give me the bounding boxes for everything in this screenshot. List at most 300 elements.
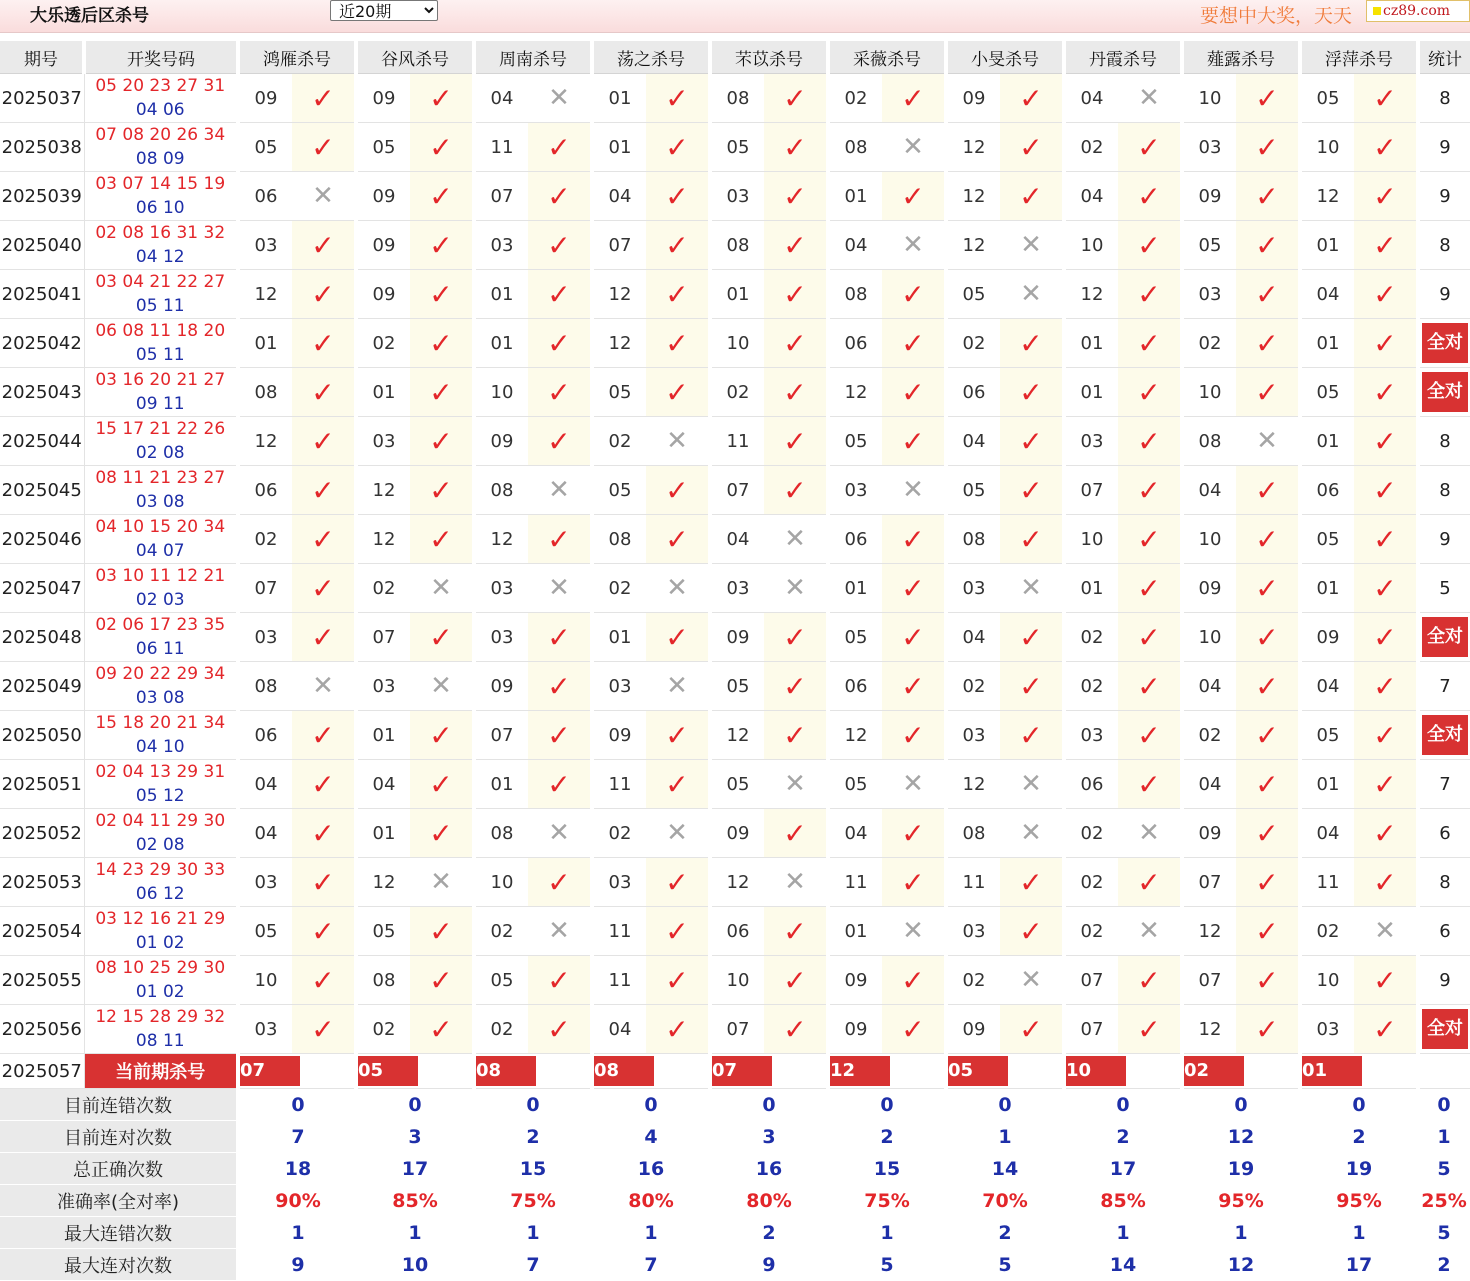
stat-cell: 6 [1418, 907, 1470, 956]
check-icon: ✓ [783, 277, 807, 311]
result-mark [1000, 1005, 1064, 1054]
kill-number: 04 [592, 1005, 646, 1054]
check-icon: ✓ [1255, 571, 1279, 605]
kill-number: 05 [1300, 368, 1354, 417]
check-icon: ✓ [665, 620, 689, 654]
front-numbers: 08 10 25 29 30 [95, 958, 226, 978]
back-numbers: 01 02 [135, 933, 185, 953]
summary-value: 5 [946, 1249, 1064, 1281]
kill-number: 09 [828, 1005, 882, 1054]
check-icon: ✓ [547, 718, 571, 752]
result-mark [1236, 711, 1300, 760]
draw-numbers [84, 956, 238, 1005]
result-mark [882, 613, 946, 662]
check-icon: ✓ [1137, 963, 1161, 997]
kill-number: 10 [710, 319, 764, 368]
result-mark [882, 74, 946, 123]
check-icon: ✓ [311, 963, 335, 997]
kill-number: 03 [592, 858, 646, 907]
kill-number: 04 [474, 74, 528, 123]
check-icon: ✓ [901, 718, 925, 752]
result-mark [646, 858, 710, 907]
cross-icon: ✕ [1020, 965, 1042, 995]
check-icon: ✓ [311, 228, 335, 262]
current-issue-number: 2025057 [0, 1054, 84, 1089]
kill-number: 05 [828, 613, 882, 662]
result-mark [764, 613, 828, 662]
current-kill-badge: 02 [1184, 1056, 1244, 1086]
kill-number: 05 [1300, 515, 1354, 564]
result-mark [882, 907, 946, 956]
result-mark [1118, 368, 1182, 417]
stat-cell: 9 [1418, 515, 1470, 564]
summary-value: 2 [946, 1217, 1064, 1249]
check-icon: ✓ [1019, 473, 1043, 507]
check-icon: ✓ [1019, 718, 1043, 752]
summary-value: 1 [1182, 1217, 1300, 1249]
check-icon: ✓ [901, 375, 925, 409]
result-mark [1000, 662, 1064, 711]
kill-number: 03 [474, 221, 528, 270]
result-mark [646, 172, 710, 221]
summary-value: 2 [1418, 1249, 1470, 1281]
kill-number: 03 [946, 907, 1000, 956]
summary-value: 2 [1300, 1121, 1418, 1153]
issue-number: 2025050 [0, 711, 84, 760]
check-icon: ✓ [783, 669, 807, 703]
result-mark [1000, 956, 1064, 1005]
issue-number: 2025051 [0, 760, 84, 809]
result-mark [1000, 270, 1064, 319]
result-mark [410, 564, 474, 613]
result-mark [764, 74, 828, 123]
check-icon: ✓ [1373, 620, 1397, 654]
kill-number: 02 [1182, 319, 1236, 368]
front-numbers: 03 16 20 21 27 [95, 370, 226, 390]
kill-number: 11 [474, 123, 528, 172]
summary-value: 1 [946, 1121, 1064, 1153]
check-icon: ✓ [429, 914, 453, 948]
front-numbers: 02 04 11 29 30 [95, 811, 226, 831]
col-header-kill: 采薇杀号 [828, 41, 946, 74]
result-mark [764, 221, 828, 270]
check-icon: ✓ [783, 81, 807, 115]
summary-value: 17 [1064, 1153, 1182, 1185]
result-mark [410, 270, 474, 319]
kill-number: 03 [1064, 711, 1118, 760]
current-kill-cell [710, 1054, 828, 1089]
period-select[interactable] [330, 0, 438, 21]
result-mark [1236, 956, 1300, 1005]
kill-number: 03 [238, 613, 292, 662]
kill-number: 05 [356, 123, 410, 172]
kill-number: 12 [946, 172, 1000, 221]
col-header-kill: 荡之杀号 [592, 41, 710, 74]
check-icon: ✓ [1255, 914, 1279, 948]
result-mark [410, 319, 474, 368]
kill-number: 10 [1182, 74, 1236, 123]
result-mark [646, 270, 710, 319]
check-icon: ✓ [901, 963, 925, 997]
cross-icon: ✕ [902, 916, 924, 946]
kill-number: 04 [710, 515, 764, 564]
header-row [0, 41, 1470, 74]
draw-numbers [84, 123, 238, 172]
check-icon: ✓ [311, 718, 335, 752]
current-kill-cell [474, 1054, 592, 1089]
stat-cell: 9 [1418, 172, 1470, 221]
front-numbers: 05 20 23 27 31 [95, 76, 226, 96]
kill-number: 09 [356, 74, 410, 123]
kill-number: 01 [1300, 221, 1354, 270]
result-mark [646, 466, 710, 515]
summary-row [0, 1121, 1470, 1153]
check-icon: ✓ [311, 1012, 335, 1046]
kill-number: 06 [238, 466, 292, 515]
kill-number: 06 [946, 368, 1000, 417]
check-icon: ✓ [665, 865, 689, 899]
kill-number: 04 [1300, 662, 1354, 711]
check-icon: ✓ [1373, 522, 1397, 556]
result-mark [764, 123, 828, 172]
front-numbers: 04 10 15 20 34 [95, 517, 226, 537]
kill-number: 02 [710, 368, 764, 417]
kill-number: 12 [1182, 1005, 1236, 1054]
result-mark [292, 515, 356, 564]
col-header-kill: 薤露杀号 [1182, 41, 1300, 74]
logo-dot-icon [1373, 7, 1381, 15]
kill-number: 08 [474, 466, 528, 515]
result-mark [1118, 711, 1182, 760]
check-icon: ✓ [547, 522, 571, 556]
summary-value: 0 [1418, 1089, 1470, 1121]
summary-value: 2 [710, 1217, 828, 1249]
result-mark [646, 956, 710, 1005]
kill-number: 05 [238, 907, 292, 956]
draw-numbers [84, 711, 238, 760]
current-kill-badge: 07 [240, 1056, 300, 1086]
result-mark [528, 417, 592, 466]
front-numbers: 03 04 21 22 27 [95, 272, 226, 292]
draw-numbers [84, 74, 238, 123]
kill-number: 07 [1064, 1005, 1118, 1054]
kill-number: 04 [1300, 270, 1354, 319]
summary-value: 95% [1300, 1185, 1418, 1217]
summary-label: 最大连对次数 [0, 1249, 238, 1281]
result-mark [1118, 221, 1182, 270]
result-mark [410, 74, 474, 123]
result-mark [410, 515, 474, 564]
summary-label: 目前连错次数 [0, 1089, 238, 1121]
check-icon: ✓ [1137, 473, 1161, 507]
check-icon: ✓ [1373, 130, 1397, 164]
result-mark [646, 417, 710, 466]
result-mark [1354, 858, 1418, 907]
current-period-row [0, 1054, 1470, 1089]
result-mark [1236, 74, 1300, 123]
kill-number: 07 [1064, 956, 1118, 1005]
check-icon: ✓ [783, 620, 807, 654]
back-numbers: 05 11 [135, 345, 185, 365]
stat-cell [1418, 711, 1470, 760]
stat-cell [1418, 613, 1470, 662]
check-icon: ✓ [1373, 228, 1397, 262]
check-icon: ✓ [547, 326, 571, 360]
kill-number: 11 [592, 907, 646, 956]
draw-numbers [84, 319, 238, 368]
check-icon: ✓ [665, 81, 689, 115]
check-icon: ✓ [901, 571, 925, 605]
result-mark [292, 368, 356, 417]
check-icon: ✓ [1019, 179, 1043, 213]
kill-number: 02 [1300, 907, 1354, 956]
check-icon: ✓ [429, 179, 453, 213]
summary-value: 10 [356, 1249, 474, 1281]
summary-value: 7 [238, 1121, 356, 1153]
check-icon: ✓ [1255, 816, 1279, 850]
summary-value: 25% [1418, 1185, 1470, 1217]
check-icon: ✓ [665, 326, 689, 360]
check-icon: ✓ [1373, 326, 1397, 360]
check-icon: ✓ [901, 1012, 925, 1046]
check-icon: ✓ [665, 277, 689, 311]
kill-number: 06 [238, 172, 292, 221]
result-mark [1354, 760, 1418, 809]
summary-value: 5 [1418, 1153, 1470, 1185]
kill-number: 02 [828, 74, 882, 123]
summary-value: 7 [474, 1249, 592, 1281]
check-icon: ✓ [1019, 620, 1043, 654]
stat-cell: 7 [1418, 760, 1470, 809]
kill-number: 12 [946, 123, 1000, 172]
result-mark [646, 613, 710, 662]
table-row [0, 270, 1470, 319]
result-mark [292, 319, 356, 368]
result-mark [410, 1005, 474, 1054]
result-mark [528, 368, 592, 417]
check-icon: ✓ [311, 473, 335, 507]
summary-label: 最大连错次数 [0, 1217, 238, 1249]
result-mark [646, 221, 710, 270]
issue-number: 2025041 [0, 270, 84, 319]
kill-number: 03 [592, 662, 646, 711]
summary-label: 目前连对次数 [0, 1121, 238, 1153]
result-mark [410, 466, 474, 515]
site-logo[interactable] [1366, 0, 1470, 22]
summary-value: 9 [710, 1249, 828, 1281]
kill-number: 04 [1182, 662, 1236, 711]
check-icon: ✓ [311, 522, 335, 556]
result-mark [882, 368, 946, 417]
current-kill-cell [1300, 1054, 1418, 1089]
stat-cell: 8 [1418, 466, 1470, 515]
check-icon: ✓ [783, 326, 807, 360]
cross-icon: ✕ [1020, 230, 1042, 260]
summary-value: 0 [1064, 1089, 1182, 1121]
result-mark [1118, 319, 1182, 368]
kill-number: 02 [474, 907, 528, 956]
result-mark [1354, 662, 1418, 711]
check-icon: ✓ [1019, 865, 1043, 899]
result-mark [764, 564, 828, 613]
kill-number: 09 [946, 1005, 1000, 1054]
kill-number: 02 [946, 319, 1000, 368]
check-icon: ✓ [547, 228, 571, 262]
cross-icon: ✕ [1020, 573, 1042, 603]
result-mark [528, 1005, 592, 1054]
result-mark [764, 466, 828, 515]
check-icon: ✓ [311, 914, 335, 948]
result-mark [528, 466, 592, 515]
check-icon: ✓ [783, 718, 807, 752]
kill-number: 01 [828, 564, 882, 613]
result-mark [1118, 613, 1182, 662]
summary-value: 0 [238, 1089, 356, 1121]
check-icon: ✓ [429, 277, 453, 311]
check-icon: ✓ [1255, 767, 1279, 801]
table-row [0, 368, 1470, 417]
result-mark [1236, 368, 1300, 417]
check-icon: ✓ [1255, 81, 1279, 115]
kill-number: 12 [238, 417, 292, 466]
result-mark [1000, 319, 1064, 368]
issue-number: 2025038 [0, 123, 84, 172]
check-icon: ✓ [1373, 375, 1397, 409]
check-icon: ✓ [547, 130, 571, 164]
result-mark [410, 858, 474, 907]
cross-icon: ✕ [666, 573, 688, 603]
kill-number: 05 [592, 466, 646, 515]
check-icon: ✓ [547, 375, 571, 409]
draw-numbers [84, 858, 238, 907]
kill-number: 07 [1182, 858, 1236, 907]
summary-value: 9 [238, 1249, 356, 1281]
check-icon: ✓ [547, 620, 571, 654]
draw-numbers [84, 515, 238, 564]
kill-number: 05 [356, 907, 410, 956]
back-numbers: 06 10 [135, 198, 185, 218]
kill-number: 01 [1300, 319, 1354, 368]
check-icon: ✓ [429, 816, 453, 850]
check-icon: ✓ [1137, 718, 1161, 752]
result-mark [292, 564, 356, 613]
result-mark [1000, 711, 1064, 760]
check-icon: ✓ [311, 865, 335, 899]
check-icon: ✓ [901, 669, 925, 703]
kill-number: 08 [828, 270, 882, 319]
front-numbers: 06 08 11 18 20 [95, 321, 226, 341]
result-mark [882, 564, 946, 613]
kill-number: 10 [1182, 613, 1236, 662]
check-icon: ✓ [665, 130, 689, 164]
draw-numbers [84, 368, 238, 417]
result-mark [1000, 907, 1064, 956]
kill-number: 11 [592, 956, 646, 1005]
summary-value: 85% [1064, 1185, 1182, 1217]
front-numbers: 02 06 17 23 35 [95, 615, 226, 635]
current-kill-cell [356, 1054, 474, 1089]
kill-number: 10 [474, 368, 528, 417]
result-mark [528, 515, 592, 564]
check-icon: ✓ [429, 767, 453, 801]
kill-number: 09 [592, 711, 646, 760]
check-icon: ✓ [547, 179, 571, 213]
summary-value: 0 [710, 1089, 828, 1121]
result-mark [764, 711, 828, 760]
check-icon: ✓ [429, 963, 453, 997]
current-kill-badge: 01 [1302, 1056, 1362, 1086]
cross-icon: ✕ [666, 426, 688, 456]
kill-number: 10 [474, 858, 528, 907]
result-mark [646, 711, 710, 760]
cross-icon: ✕ [784, 769, 806, 799]
check-icon: ✓ [1255, 473, 1279, 507]
summary-value: 75% [474, 1185, 592, 1217]
slogan-marquee: 要想中大奖，天天 [1200, 5, 1353, 27]
check-icon: ✓ [1137, 326, 1161, 360]
check-icon: ✓ [901, 424, 925, 458]
table-row [0, 613, 1470, 662]
check-icon: ✓ [1373, 179, 1397, 213]
back-numbers: 06 12 [135, 884, 185, 904]
kill-number: 07 [1182, 956, 1236, 1005]
check-icon: ✓ [1255, 130, 1279, 164]
check-icon: ✓ [665, 914, 689, 948]
kill-number: 08 [946, 515, 1000, 564]
summary-value: 0 [946, 1089, 1064, 1121]
col-header-kill: 周南杀号 [474, 41, 592, 74]
result-mark [764, 809, 828, 858]
result-mark [1236, 172, 1300, 221]
result-mark [292, 74, 356, 123]
check-icon: ✓ [665, 767, 689, 801]
check-icon: ✓ [1137, 865, 1161, 899]
kill-number: 06 [828, 662, 882, 711]
kill-number: 04 [238, 760, 292, 809]
check-icon: ✓ [901, 81, 925, 115]
result-mark [882, 270, 946, 319]
col-header-kill: 丹霞杀号 [1064, 41, 1182, 74]
kill-number: 09 [1182, 809, 1236, 858]
kill-number: 07 [592, 221, 646, 270]
kill-number: 05 [592, 368, 646, 417]
draw-numbers [84, 466, 238, 515]
kill-number: 03 [828, 466, 882, 515]
stat-cell: 9 [1418, 123, 1470, 172]
summary-value: 0 [474, 1089, 592, 1121]
front-numbers: 02 04 13 29 31 [95, 762, 226, 782]
cross-icon: ✕ [1138, 83, 1160, 113]
check-icon: ✓ [1019, 914, 1043, 948]
stat-cell [1418, 1005, 1470, 1054]
result-mark [1354, 613, 1418, 662]
current-kill-cell [1182, 1054, 1300, 1089]
check-icon: ✓ [547, 963, 571, 997]
issue-number: 2025052 [0, 809, 84, 858]
kill-number: 09 [1182, 172, 1236, 221]
result-mark [764, 515, 828, 564]
table-row [0, 123, 1470, 172]
kill-number: 04 [946, 417, 1000, 466]
kill-number: 04 [946, 613, 1000, 662]
current-kill-cell [828, 1054, 946, 1089]
check-icon: ✓ [547, 277, 571, 311]
check-icon: ✓ [1255, 522, 1279, 556]
result-mark [528, 858, 592, 907]
result-mark [882, 858, 946, 907]
result-mark [410, 662, 474, 711]
summary-label: 总正确次数 [0, 1153, 238, 1185]
